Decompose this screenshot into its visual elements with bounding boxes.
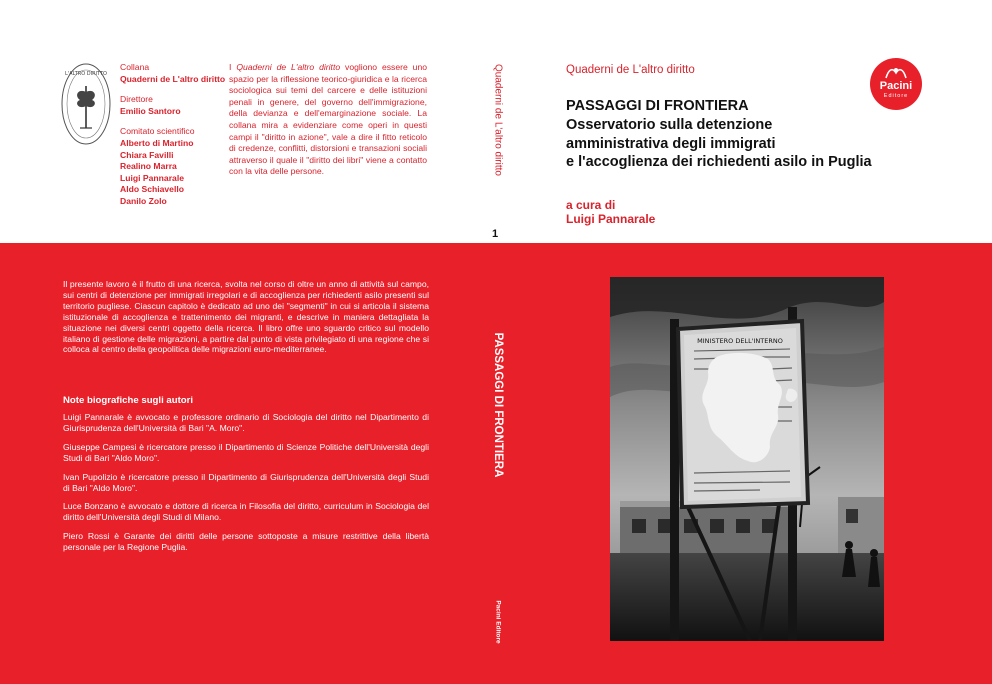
sign-header: MINISTERO DELL'INTERNO [697,337,783,345]
subtitle-line: Osservatorio sulla detenzione [566,117,773,133]
intro-series-name: Quaderni de L'altro diritto [236,62,341,72]
author-bio: Giuseppe Campesi è ricercatore presso il Dipartimento di Scienze Politiche dell'Università degli Studi di Bari "Aldo Moro". [63,441,429,463]
author-bio: Ivan Pupolizio è ricercatore presso il Dipartimento di Giurisprudenza dell'Università degli Studi di Bari "Aldo Moro". [63,471,429,493]
comitato-member: Luigi Pannarale [120,172,184,183]
comitato-label: Comitato scientifico [120,126,195,137]
book-subtitle [566,116,896,172]
author-bio: Piero Rossi è Garante dei diritti delle persone sottoposte a misure restrittive della libertà personale per la Regione Puglia. [63,531,429,553]
editor-credit [566,199,655,226]
collana-name: Quaderni de L'altro diritto [120,73,226,84]
direttore-label: Direttore [120,94,153,105]
editor-name: Luigi Pannarale [566,211,656,226]
book-title: PASSAGGI DI FRONTIERA [566,98,749,114]
comitato-member: Alberto di Martino [120,137,194,148]
author-bios [63,412,429,561]
series-credits [120,62,230,208]
direttore-name: Emilio Santoro [120,105,181,116]
intro-text: vogliono essere uno spazio per la riflessione teorico-giuridica e la ricerca sociologica sui temi del carcere e delle istituzioni penali in genere, del governo dell'immigrazione, della devianza e dell'emarginazione sociale. La collana mira a evidenziare come operi in questi campi il "diritto in azione", vale a dire il fitto reticolo di credenze, conflitti, distorsioni e transazioni sociali attraverso il quale il "diritto dei libri" viene a contatto con la vita delle persone. [229,62,428,177]
series-intro [229,62,427,178]
author-bio: Luce Bonzano è avvocato e dottore di ricerca in Filosofia del diritto, curriculum in Sociologia del diritto dell'Università degli Studi di Milano. [63,501,429,523]
subtitle-line: e l'accoglienza dei richiedenti asilo in Puglia [566,154,872,170]
comitato-member: Danilo Zolo [120,195,167,206]
editor-label: a cura di [566,198,616,212]
series-seal-logo [60,62,112,146]
comitato-member: Realino Marra [120,161,177,172]
front-series-name: Quaderni de L'altro diritto [566,64,695,76]
spine-volume-number: 1 [491,228,499,240]
author-bio: Luigi Pannarale è avvocato e professore ordinario di Sociologia del diritto nel Dipartimento di Giurisprudenza dell'Università di Bari "A. Moro". [63,412,429,433]
publisher-logo [870,58,922,110]
book-abstract: Il presente lavoro è il frutto di una ricerca, svolta nel corso di oltre un anno di attività sul campo, sui centri di detenzione per immigrati irregolari e di accoglienza per richiedenti asilo presenti sul territorio pugliese. Ciascun capitolo è dedicato ad uno dei "segmenti" in cui si articola il sistema istituzionale di accoglienza e trattenimento dei migranti, e descrive in maniera dettagliata la situazione nei diversi centri oggetto della ricerca. Il libro offre uno sguardo critico sul modello italiano di gestione delle migrazioni, a partire dal punto di vista privilegiato di una regione che si colloca al centro della geopolitica delle migrazioni euro-mediterranee. [63,279,429,355]
publisher-sub: Editore [883,93,909,99]
comitato-member: Chiara Favilli [120,149,174,160]
spine-publisher-logo: Pacini Editore [494,600,502,644]
publisher-emblem-icon [885,66,907,80]
publisher-name: Pacini [879,80,913,92]
intro-lead: I [229,62,237,72]
spine-series: Quaderni de L'altro diritto [492,64,504,176]
spine-title: PASSAGGI DI FRONTIERA [492,332,504,478]
seal-text: L'ALTRO DIRITTO [65,71,107,77]
comitato-member: Aldo Schiavello [120,184,184,195]
subtitle-line: amministrativa degli immigrati [566,135,776,152]
collana-label: Collana [120,62,150,72]
cover-photo [610,277,884,641]
bio-heading: Note biografiche sugli autori [63,395,194,406]
